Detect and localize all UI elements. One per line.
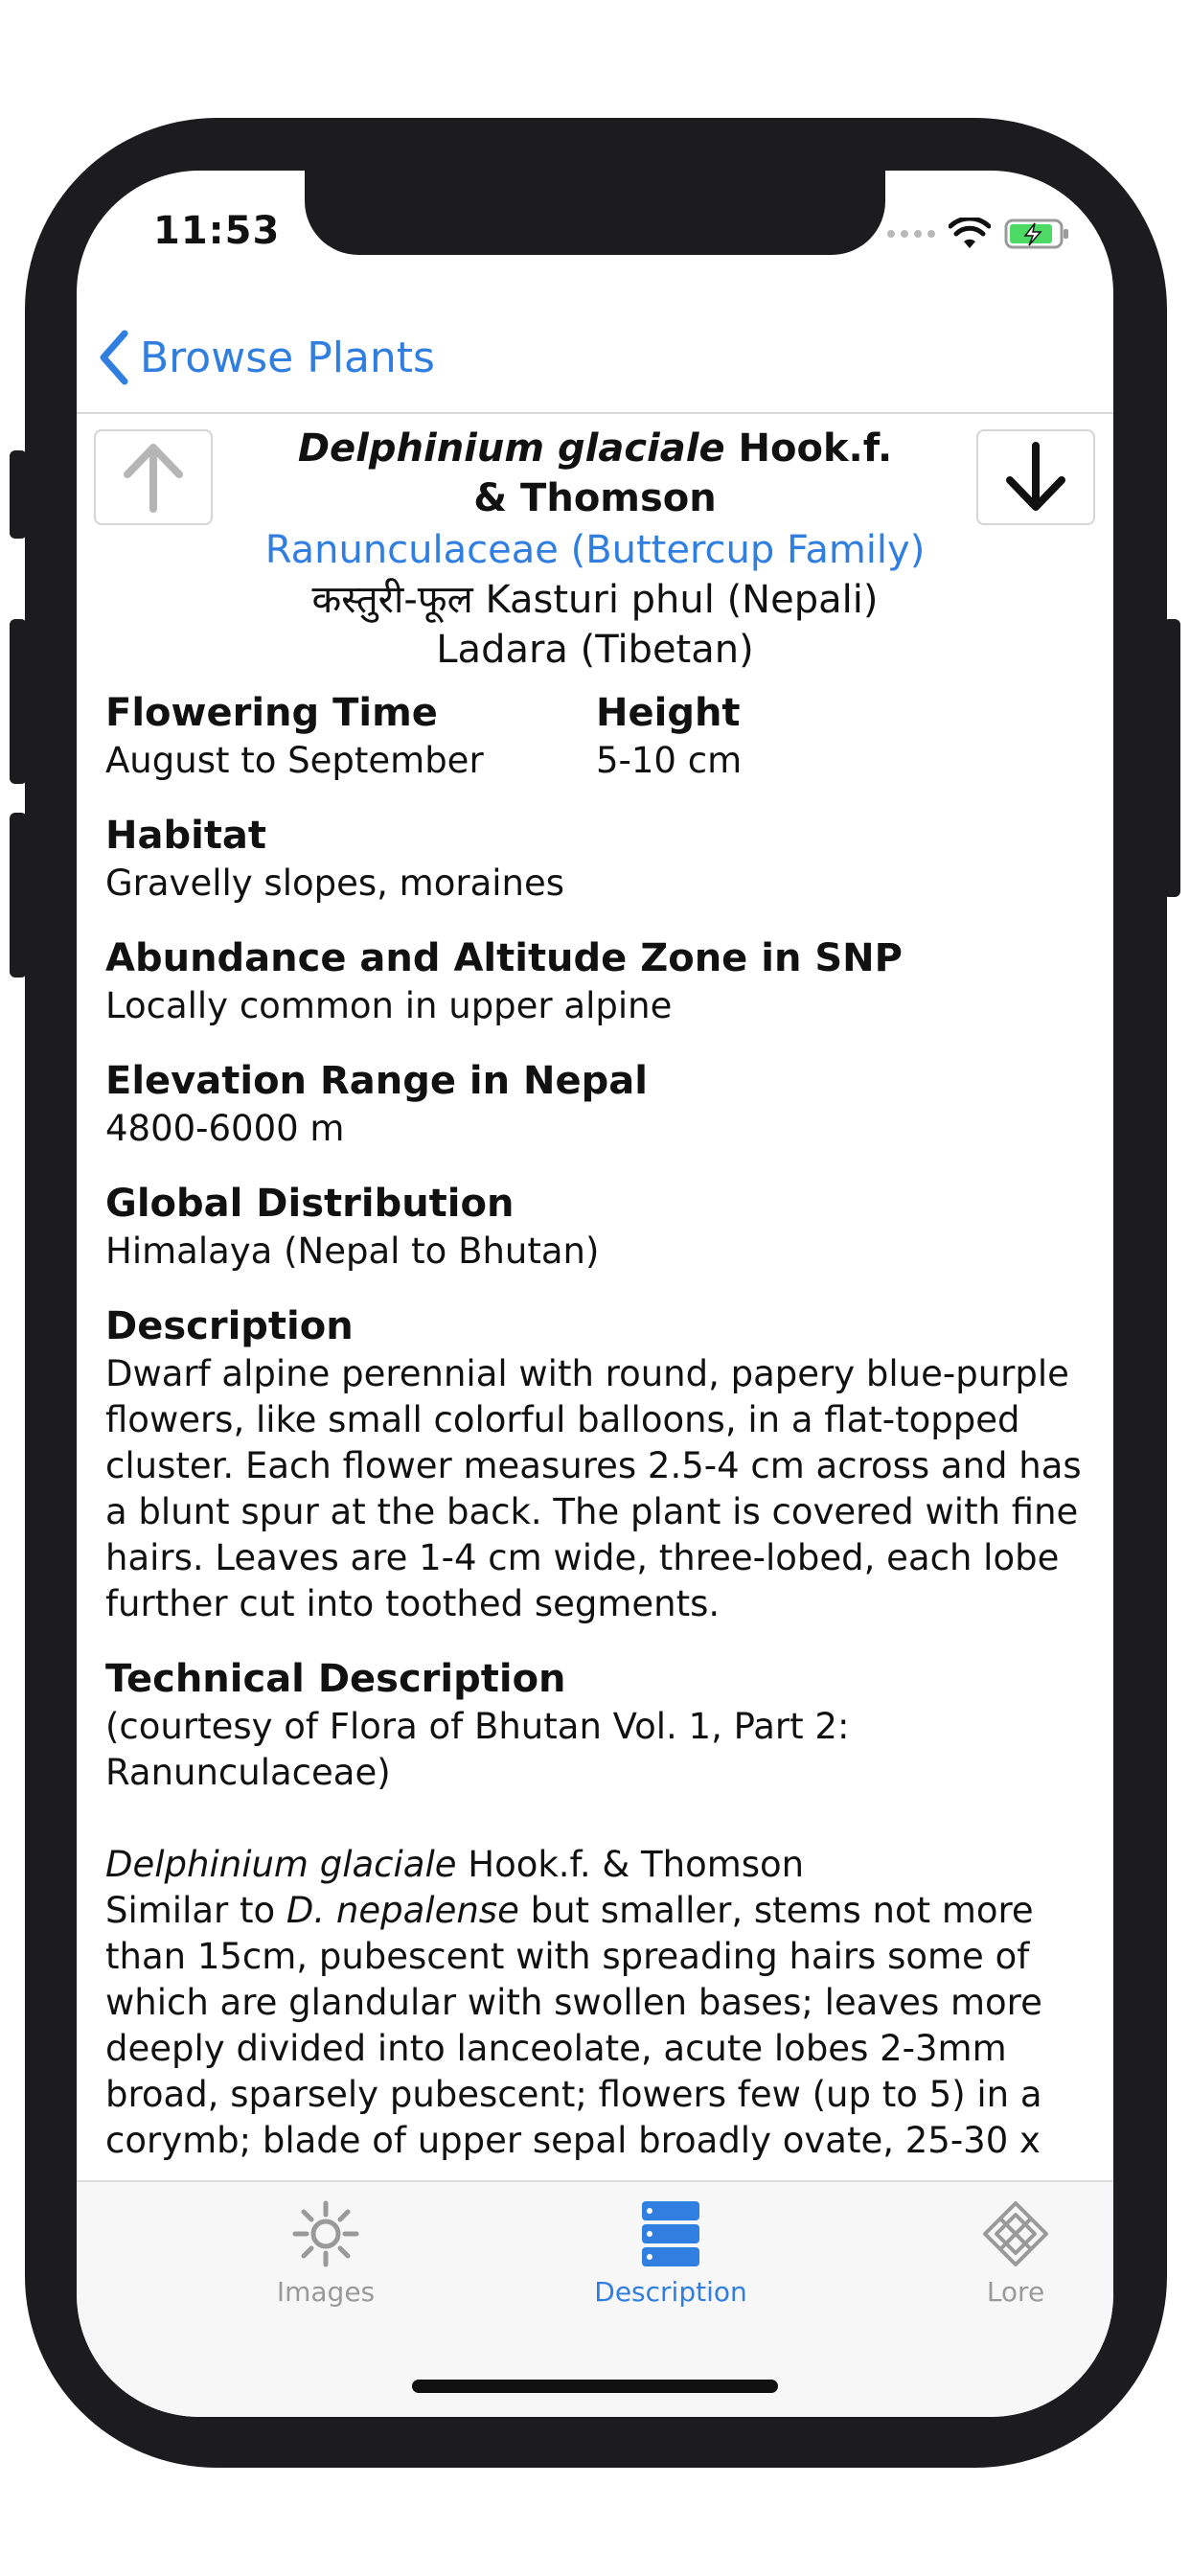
back-button-label: Browse Plants (140, 333, 435, 382)
habitat-title: Habitat (105, 814, 267, 858)
technical-similar-species: D. nepalense (286, 1890, 519, 1931)
technical-description-text (105, 1888, 1092, 2164)
plant-detail-scroll[interactable] (77, 412, 1113, 2180)
distribution-title: Global Distribution (105, 1182, 515, 1226)
navigation-bar (77, 305, 1113, 414)
stack-icon (640, 2199, 701, 2268)
flowering-height-row (105, 688, 1092, 784)
endless-knot-icon (981, 2199, 1050, 2268)
technical-species-line (105, 1842, 1092, 1888)
height-section (596, 688, 1087, 784)
family-link[interactable]: Ranunculaceae (Buttercup Family) (264, 528, 926, 572)
back-button[interactable] (98, 322, 435, 393)
power-button (1163, 619, 1180, 897)
technical-similar-prefix: Similar to (105, 1890, 286, 1931)
common-name-nepali: कस्तुरी-फूल Kasturi phul (Nepali) (311, 578, 879, 622)
technical-species-author: Hook.f. & Thomson (456, 1844, 805, 1885)
distribution-value: Himalaya (Nepal to Bhutan) (105, 1230, 600, 1272)
status-indicators (887, 215, 1071, 253)
technical-courtesy: (courtesy of Flora of Bhutan Vol. 1, Part 2: Ranunculaceae) (105, 1706, 850, 1793)
scientific-name-author-line2: & Thomson (473, 476, 717, 520)
elevation-value: 4800-6000 m (105, 1108, 345, 1149)
height-title: Height (596, 691, 741, 735)
scientific-name (220, 424, 970, 473)
tab-images-label: Images (276, 2276, 376, 2308)
tab-description-label: Description (594, 2276, 747, 2308)
scientific-name-genus-species: Delphinium glaciale (297, 426, 725, 471)
habitat-section (105, 811, 1092, 907)
habitat-value: Gravelly slopes, moraines (105, 862, 565, 904)
previous-plant-button[interactable] (94, 429, 213, 525)
flowering-time-title: Flowering Time (105, 691, 438, 735)
flowering-time-value: August to September (105, 740, 484, 781)
wifi-icon (949, 218, 991, 250)
tab-images[interactable] (220, 2199, 431, 2324)
chevron-left-icon (98, 330, 130, 385)
elevation-section (105, 1056, 1092, 1152)
scientific-name-author: Hook.f. (724, 426, 893, 471)
technical-description-title: Technical Description (105, 1657, 566, 1701)
next-plant-button[interactable] (976, 429, 1095, 525)
technical-description-section (105, 1654, 1092, 2164)
arrow-up-icon (120, 442, 187, 513)
volume-up-button (10, 619, 27, 784)
elevation-title: Elevation Range in Nepal (105, 1059, 648, 1103)
mute-switch (10, 450, 27, 539)
sun-icon (291, 2199, 360, 2268)
description-title: Description (105, 1304, 354, 1348)
abundance-title: Abundance and Altitude Zone in SNP (105, 936, 903, 980)
signal-dots-icon (887, 230, 935, 238)
abundance-section (105, 933, 1092, 1029)
status-time: 11:53 (153, 209, 281, 253)
battery-charging-icon (1004, 218, 1071, 250)
plant-header (220, 424, 970, 675)
distribution-section (105, 1179, 1092, 1275)
spacer (105, 1796, 1092, 1842)
description-text: Dwarf alpine perennial with round, papery blue-purple flowers, like small colorful balloons, in a flat-topped cluster. Each flower measures 2.5-4 cm across and has a blunt spur at the back. The plant is covered with fine hairs. Leaves are 1-4 cm wide, three-lobed, each lobe further cut into toothed segments. (105, 1353, 1082, 1624)
plant-sections (105, 688, 1092, 2180)
phone-screen (77, 171, 1113, 2417)
tab-description[interactable] (565, 2199, 776, 2324)
flowering-time-section (105, 688, 596, 784)
tab-lore-label: Lore (986, 2276, 1045, 2308)
home-indicator[interactable] (412, 2380, 778, 2393)
volume-down-button (10, 813, 27, 978)
technical-species-name: Delphinium glaciale (105, 1844, 457, 1885)
tab-lore[interactable] (910, 2199, 1113, 2324)
common-name-tibetan: Ladara (Tibetan) (436, 628, 754, 672)
notch (305, 171, 885, 255)
technical-similar-rest: but smaller, stems not more than 15cm, pubescent with spreading hairs some of which are glandular with swollen bases; leaves more deeply divided into lanceolate, acute lobes 2-3mm broad, sparsely pubescent; flowers few (up to 5) in a corymb; blade of upper sepal broadly ovate, 25-30 x (105, 1890, 1042, 2161)
height-value: 5-10 cm (596, 740, 743, 781)
description-section (105, 1301, 1092, 1627)
arrow-down-icon (1002, 442, 1069, 513)
abundance-value: Locally common in upper alpine (105, 985, 673, 1026)
